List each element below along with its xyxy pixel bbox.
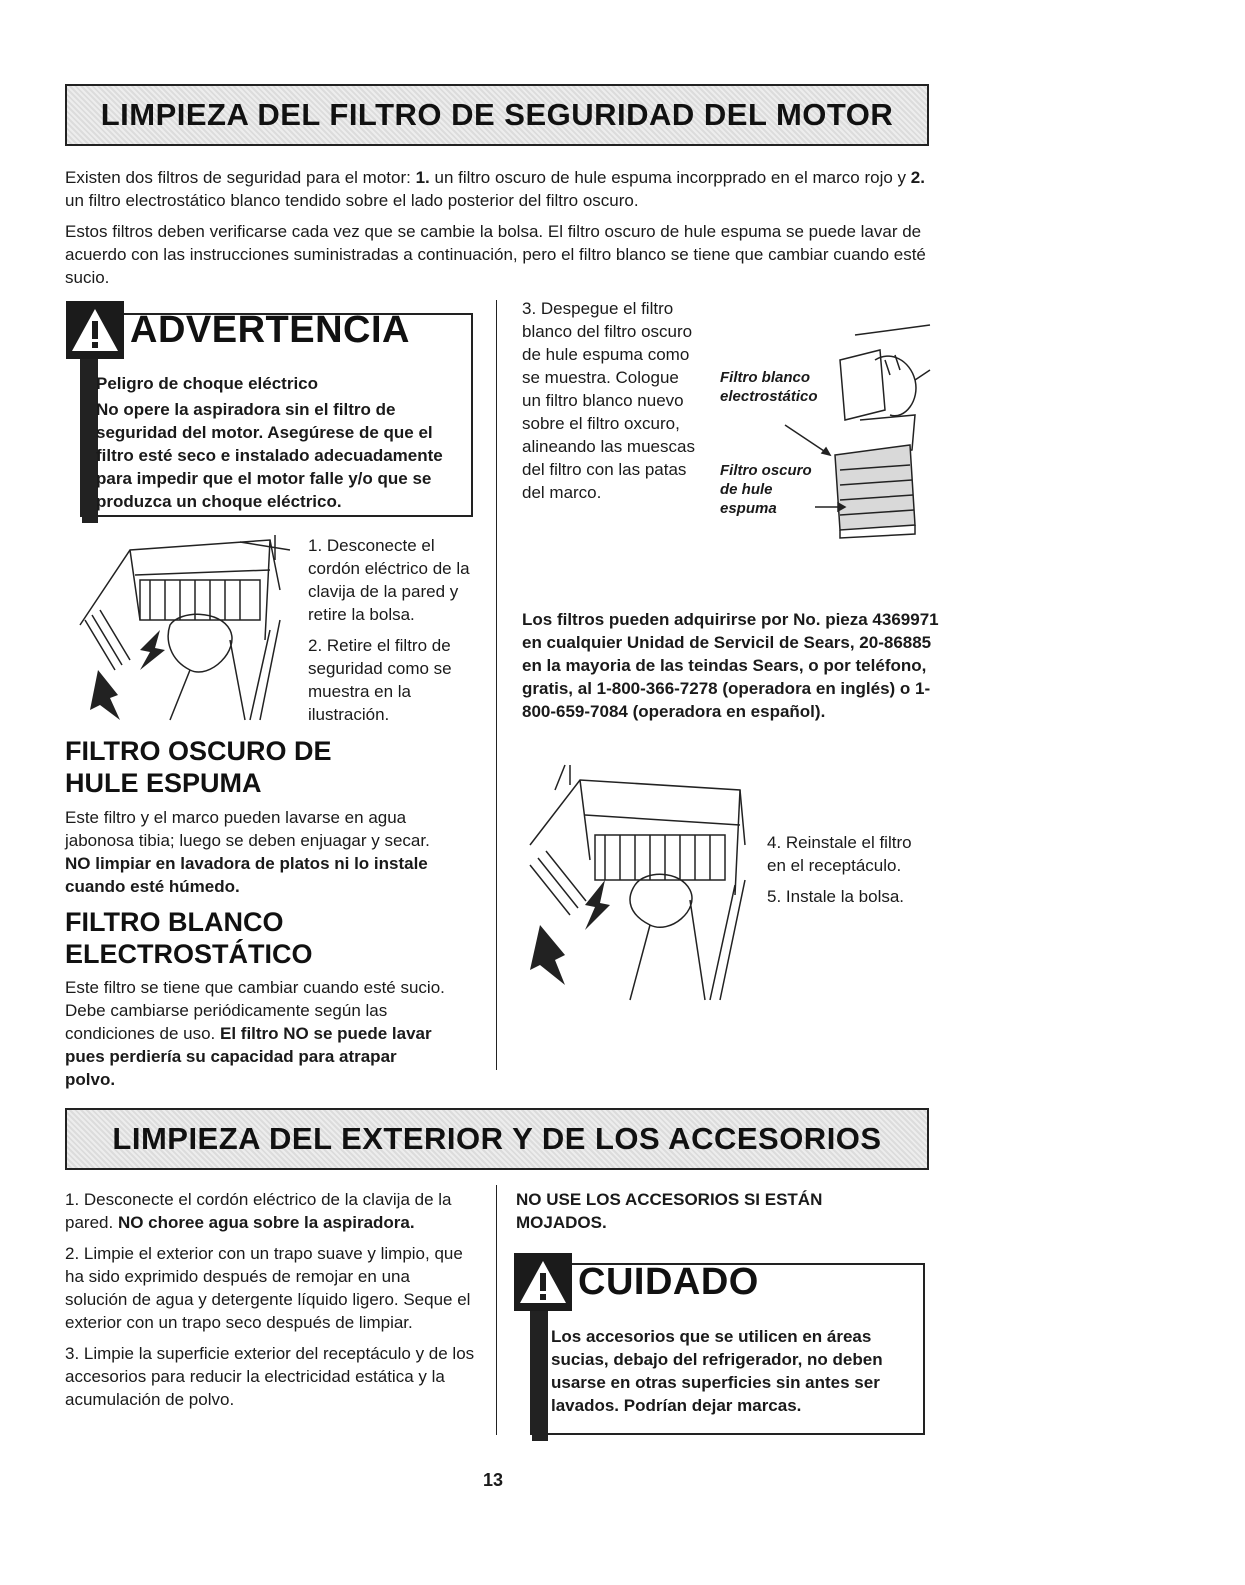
exterior-steps — [65, 1188, 475, 1419]
section-header-motor-filter — [65, 84, 929, 146]
step-1: 1. Desconecte el cordón eléctrico de la clavija de la pared y retire la bolsa. — [308, 536, 470, 624]
section-title-2: LIMPIEZA DEL EXTERIOR Y DE LOS ACCESORIOS — [112, 1121, 882, 1156]
intro-paragraph-1: Existen dos filtros de seguridad para el motor: 1. un filtro oscuro de hule espuma incorpprado en el marco rojo y 2. un filtro electrostático blanco tendido sobre el lado posterior del filtro oscuro. — [65, 168, 925, 210]
purchase-info: Los filtros pueden adquirirse por No. pieza 4369971 en cualquier Unidad de Servicil de Sears, 20-86885 en la mayoria de las teindas Sears, o por teléfono, gratis, al 1-800-366-7278 (operadora en inglés) o 1-800-659-7084 (operadora en español). — [522, 610, 939, 721]
step-2: 2. Retire el filtro de seguridad como se muestra en la ilustración. — [308, 636, 452, 724]
intro-text — [65, 166, 935, 297]
caution-icon — [514, 1253, 572, 1311]
steps-left — [308, 534, 478, 734]
label-white-filter: Filtro blanco electrostático — [720, 369, 818, 405]
warning-title: ADVERTENCIA — [130, 308, 410, 351]
illustration-reinstall-filter — [510, 755, 755, 1015]
electrostatic-filter-title: FILTRO BLANCO ELECTROSTÁTICO — [65, 907, 313, 969]
column-divider — [496, 300, 497, 1070]
label-arrows — [780, 420, 860, 520]
warning-icon — [66, 301, 124, 359]
foam-filter-title: FILTRO OSCURO DE HULE ESPUMA — [65, 736, 332, 798]
warning-header — [66, 301, 410, 359]
section-header-exterior — [65, 1108, 929, 1170]
step-5: 5. Instale la bolsa. — [767, 887, 905, 906]
no-use-wet-warning: NO USE LOS ACCESORIOS SI ESTÁN MOJADOS. — [516, 1190, 823, 1232]
column-divider-2 — [496, 1185, 497, 1435]
step-4: 4. Reinstale el filtro en el receptáculo. — [767, 833, 912, 875]
illustration-remove-filter — [70, 530, 295, 725]
intro-paragraph-2: Estos filtros deben verificarse cada vez que se cambie la bolsa. El filtro oscuro de hule espuma se puede lavar de acuerdo con las instrucciones suministradas a continuación, pero el filtro blanco se tiene que cambiar cuando esté sucio. — [65, 222, 926, 287]
caution-body: Los accesorios que se utilicen en áreas sucias, debajo del refrigerador, no deben usarse en otras superficies sin antes ser lavados. Podrían dejar marcas. — [551, 1327, 883, 1415]
step-3: 3. Despegue el filtro blanco del filtro oscuro de hule espuma como se muestra. Cologue un filtro blanco nuevo sobre el filtro oxcuro, alineando las muescas del filtro con las patas del marco. — [522, 299, 695, 502]
foam-filter-text: Este filtro y el marco pueden lavarse en agua jabonosa tibia; luego se deben enjuagar y secar. NO limpiar en lavadora de platos ni lo instale cuando esté húmedo. — [65, 808, 430, 896]
warning-subtitle: Peligro de choque eléctrico — [96, 374, 319, 393]
page-number: 13 — [483, 1470, 504, 1490]
steps-right — [767, 831, 927, 916]
electrostatic-filter-text: Este filtro se tiene que cambiar cuando esté sucio. Debe cambiarse periódicamente según las condiciones de uso. El filtro NO se puede lavar pues perdiería su capacidad para atrapar polvo. — [65, 978, 445, 1089]
label-dark-filter: Filtro oscuro de hule espuma — [720, 462, 812, 517]
exterior-step-2: 2. Limpie el exterior con un trapo suave y limpio, que ha sido exprimido después de remojar en una solución de agua y detergente líquido ligero. Seque el exterior con un trapo seco después de limpiar. — [65, 1244, 471, 1332]
caution-title: CUIDADO — [578, 1260, 759, 1303]
section-title: LIMPIEZA DEL FILTRO DE SEGURIDAD DEL MOTOR — [100, 97, 894, 132]
warning-body: No opere la aspiradora sin el filtro de seguridad del motor. Asegúrese de que el filtro esté seco e instalado adecuadamente para impedir que el motor falle y/o que se produzca un choque eléctrico. — [96, 400, 443, 511]
caution-header — [514, 1253, 759, 1311]
exterior-step-3: 3. Limpie la superficie exterior del receptáculo y de los accesorios para reducir la electricidad estática y la acumulación de polvo. — [65, 1344, 475, 1409]
exterior-step-1: 1. Desconecte el cordón eléctrico de la clavija de la pared. NO choree agua sobre la aspiradora. — [65, 1190, 452, 1232]
